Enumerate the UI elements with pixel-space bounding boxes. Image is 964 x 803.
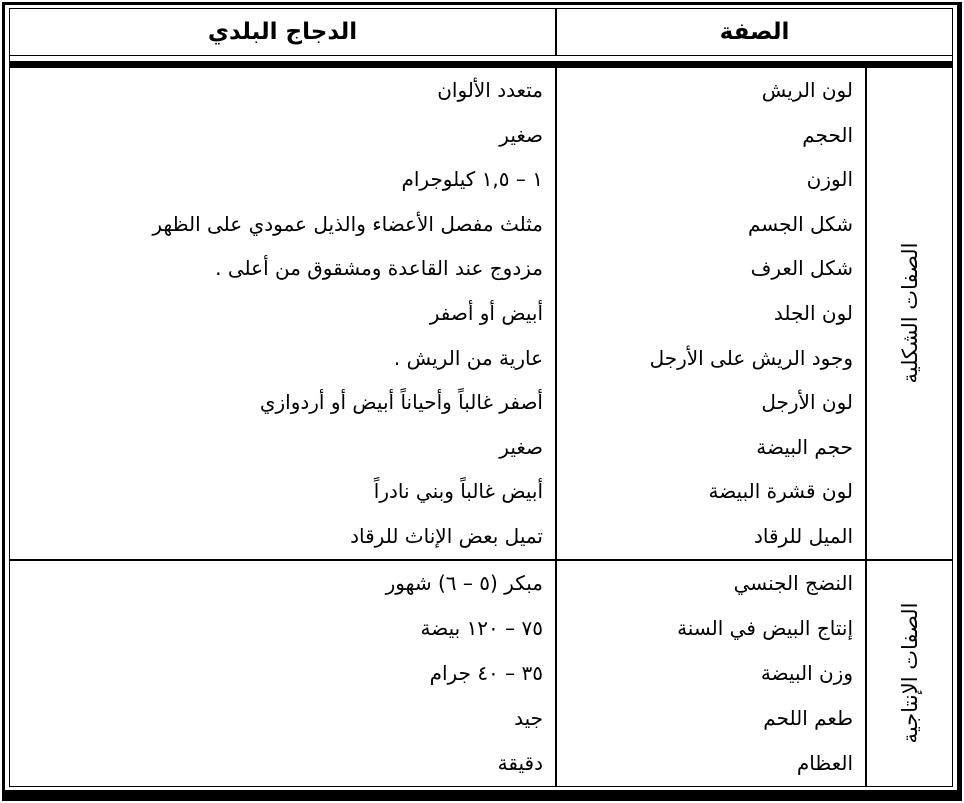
trait-label-cell: وجود الريش على الأرجل <box>649 345 853 370</box>
trait-label-cell: حجم البيضة <box>756 434 853 459</box>
value-cell: ٣٥ – ٤٠ جرام <box>429 660 543 685</box>
group-label-productive: الصفات الإنتاجية <box>897 602 922 744</box>
group-label-morphological: الصفات الشكلية <box>897 242 922 384</box>
values-column <box>10 561 555 786</box>
value-cell: دقيقة <box>497 750 543 775</box>
values-column <box>10 68 555 559</box>
value-cell: مزدوج عند القاعدة ومشقوق من أعلى . <box>215 256 543 281</box>
table-header-row <box>10 9 952 56</box>
header-divider-band <box>10 61 952 68</box>
chicken-traits-table <box>2 2 962 801</box>
labels-column <box>555 561 865 786</box>
value-cell: أبيض أو أصفر <box>429 300 543 325</box>
value-cell: مثلث مفصل الأعضاء والذيل عمودي على الظهر <box>152 211 543 236</box>
trait-label-cell: طعم اللحم <box>763 705 853 730</box>
table-inner-frame <box>9 8 953 787</box>
value-cell: تميل بعض الإناث للرقاد <box>350 523 543 548</box>
trait-label-cell: الوزن <box>806 167 853 192</box>
value-cell: ٧٥ – ١٢٠ بيضة <box>420 615 543 640</box>
trait-label-cell: شكل الجسم <box>747 211 853 236</box>
value-cell: صغير <box>499 122 543 147</box>
value-cell: متعدد الألوان <box>437 78 543 102</box>
trait-label-cell: الحجم <box>802 122 853 147</box>
trait-label-cell: إنتاج البيض في السنة <box>677 615 853 640</box>
value-cell: أبيض غالباً وبني نادراً <box>373 479 543 504</box>
trait-label-cell: شكل العرف <box>750 256 853 281</box>
trait-label-cell: وزن البيضة <box>760 660 853 685</box>
trait-label-cell: العظام <box>796 750 853 775</box>
section-morphological <box>10 68 952 561</box>
value-cell: عارية من الريش . <box>393 345 543 370</box>
trait-label-cell: الميل للرقاد <box>753 523 853 548</box>
value-cell: مبكر (٥ – ٦) شهور <box>385 570 543 595</box>
header-cell-trait: الصفة <box>555 9 952 55</box>
trait-label-cell: لون الأرجل <box>761 390 853 415</box>
value-cell: صغير <box>499 434 543 459</box>
value-cell: أصفر غالباً وأحياناً أبيض أو أردوازي <box>259 390 543 415</box>
group-column <box>865 68 952 559</box>
value-cell: ١ – ١,٥ كيلوجرام <box>401 167 543 192</box>
section-productive <box>10 561 952 786</box>
trait-label-cell: لون قشرة البيضة <box>708 479 853 504</box>
trait-label-cell: النضج الجنسي <box>733 570 853 595</box>
trait-label-cell: لون الجلد <box>773 300 853 325</box>
value-cell: جيد <box>514 705 543 730</box>
labels-column <box>555 68 865 559</box>
header-cell-breed: الدجاج البلدي <box>207 19 358 45</box>
group-column <box>865 561 952 786</box>
trait-label-cell: لون الريش <box>761 78 853 102</box>
